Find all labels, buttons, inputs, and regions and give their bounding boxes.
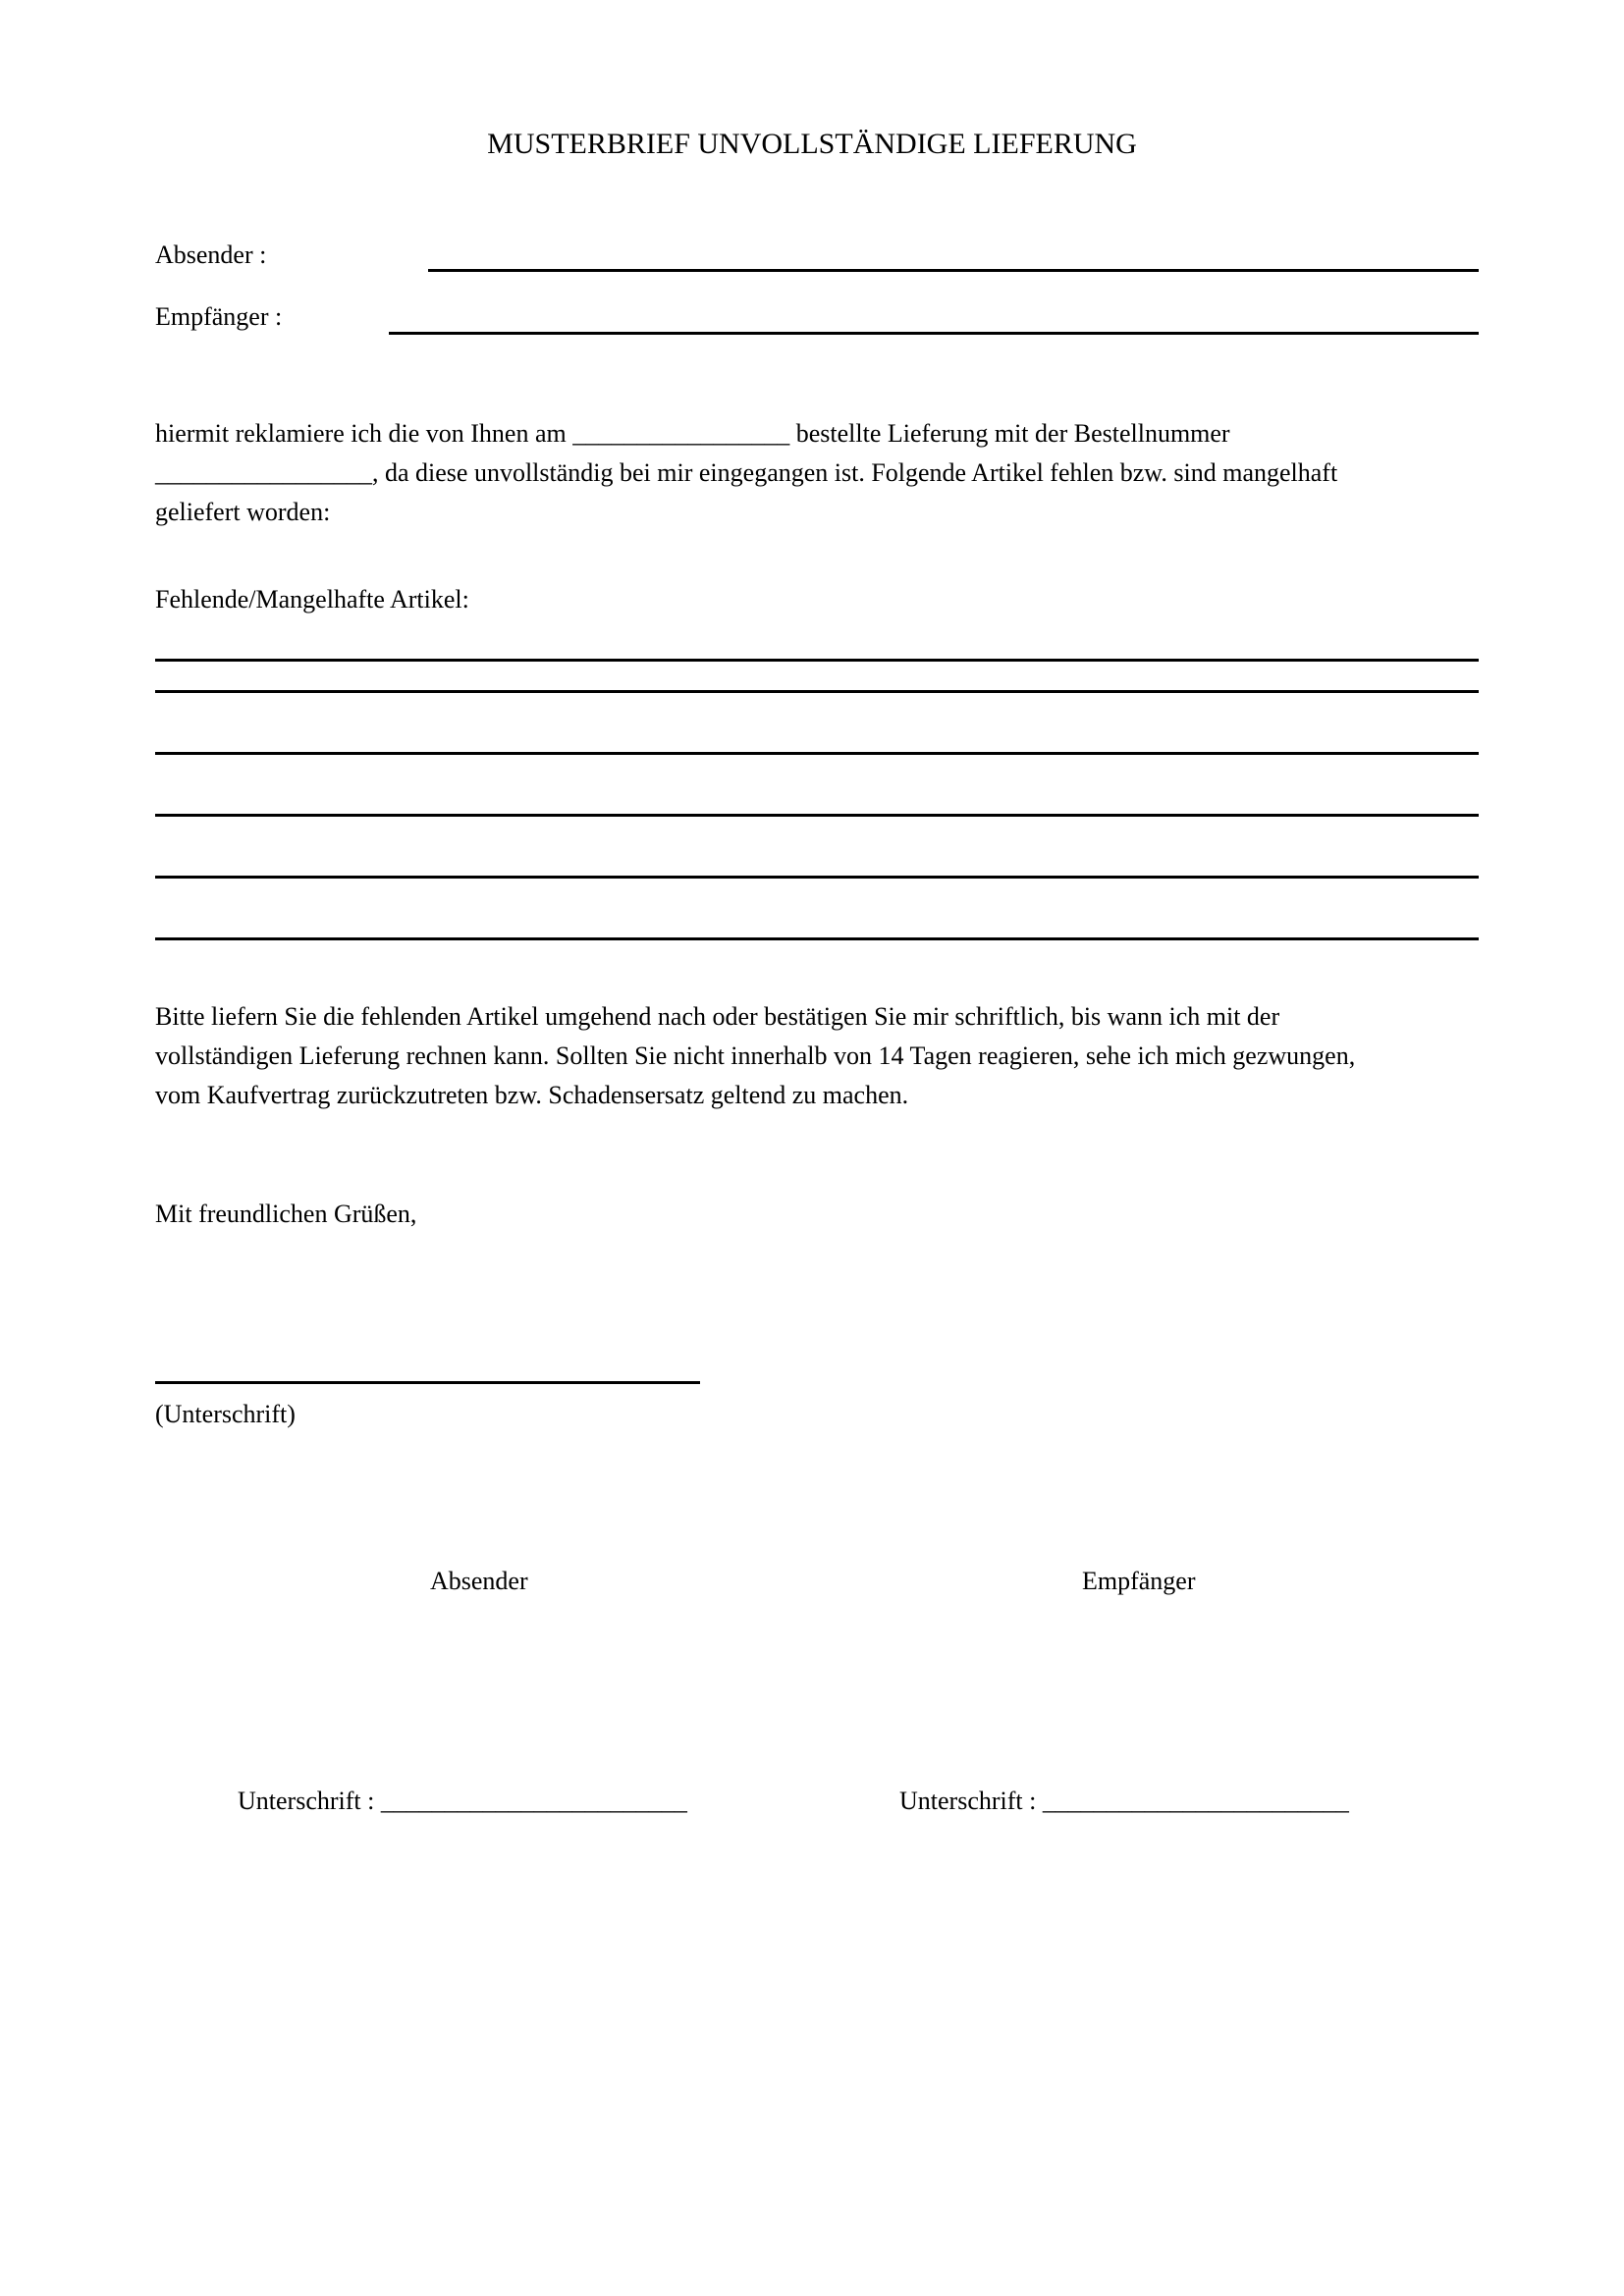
intro-line: hiermit reklamiere ich die von Ihnen am _________________ bestellte Lieferung mit der Bestellnummer (155, 419, 1230, 448)
footer-recipient-heading: Empfänger (1082, 1567, 1196, 1595)
signature-line[interactable] (155, 1381, 700, 1384)
intro-line: geliefert worden: (155, 498, 331, 526)
footer-sender-heading: Absender (430, 1567, 528, 1595)
item-line[interactable] (155, 752, 1479, 755)
closing-line: vollständigen Lieferung rechnen kann. Sollten Sie nicht innerhalb von 14 Tagen reagieren, sehe ich mich gezwungen, (155, 1041, 1356, 1070)
item-line[interactable] (155, 659, 1479, 662)
page-title: MUSTERBRIEF UNVOLLSTÄNDIGE LIEFERUNG (487, 128, 1137, 160)
footer-sender-signature[interactable]: Unterschrift : ________________________ (238, 1787, 687, 1815)
closing-line: Bitte liefern Sie die fehlenden Artikel umgehend nach oder bestätigen Sie mir schriftlich, bis wann ich mit der (155, 1002, 1280, 1031)
greeting: Mit freundlichen Grüßen, (155, 1200, 417, 1228)
signature-caption: (Unterschrift) (155, 1400, 296, 1428)
item-line[interactable] (155, 876, 1479, 879)
sender-line[interactable] (428, 269, 1479, 272)
item-line[interactable] (155, 690, 1479, 693)
item-line[interactable] (155, 814, 1479, 817)
closing-paragraph (155, 997, 1481, 1115)
recipient-line[interactable] (389, 332, 1479, 335)
intro-line: _________________, da diese unvollständig bei mir eingegangen ist. Folgende Artikel fehlen bzw. sind mangelhaft (155, 458, 1338, 487)
missing-items-label: Fehlende/Mangelhafte Artikel: (155, 585, 469, 614)
closing-line: vom Kaufvertrag zurückzutreten bzw. Schadensersatz geltend zu machen. (155, 1081, 909, 1109)
intro-paragraph (155, 414, 1481, 532)
item-line[interactable] (155, 937, 1479, 940)
sender-label: Absender : (155, 240, 267, 269)
recipient-label: Empfänger : (155, 302, 283, 331)
footer-recipient-signature[interactable]: Unterschrift : ________________________ (899, 1787, 1349, 1815)
